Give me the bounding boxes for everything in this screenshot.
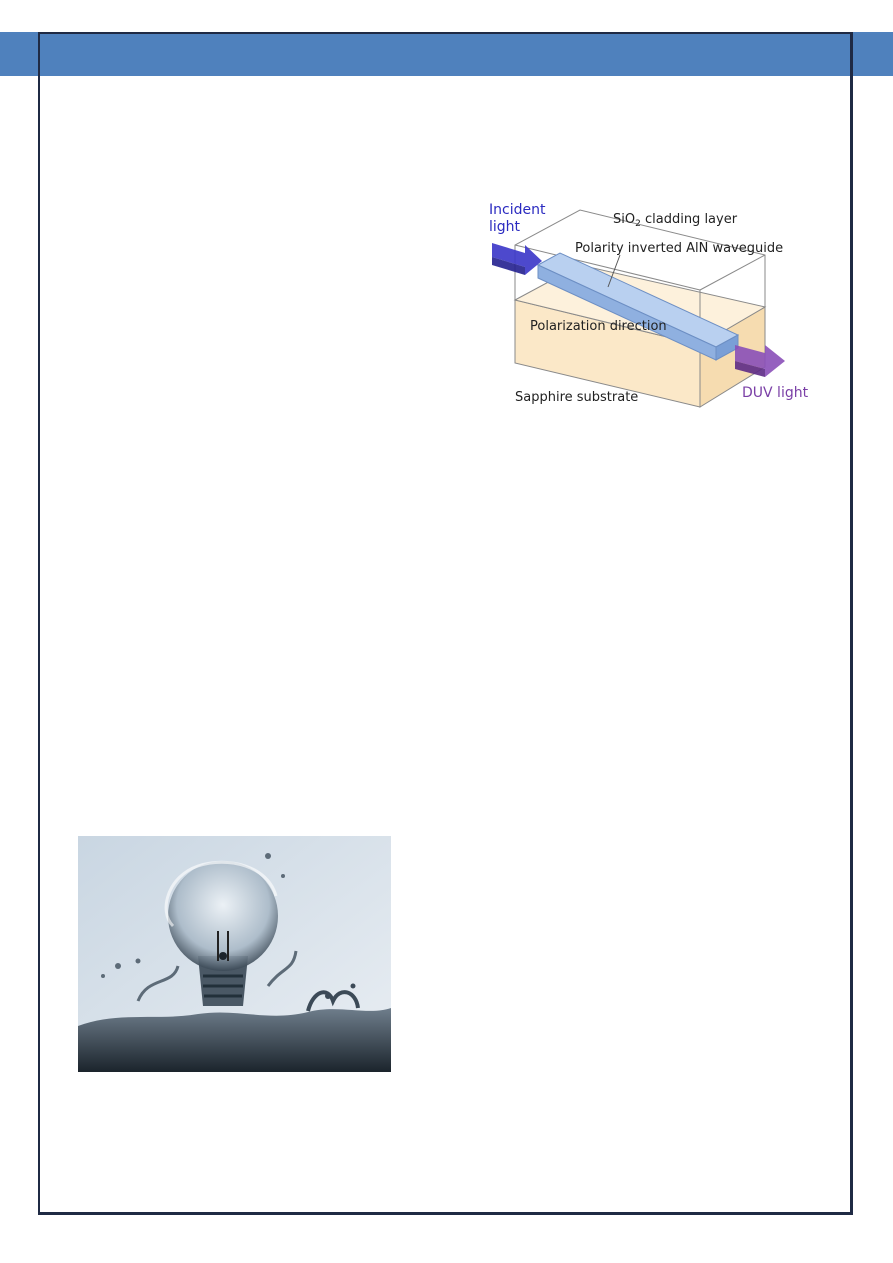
- waveguide-label: Polarity inverted AlN waveguide: [575, 241, 784, 256]
- waveguide-diagram: [480, 195, 820, 420]
- incident-label-line2: light: [489, 219, 521, 235]
- output-label: DUV light: [742, 385, 809, 401]
- polarization-label: Polarization direction: [530, 319, 667, 334]
- cladding-label: SiO$_2$ cladding layer: [613, 212, 738, 229]
- water-splash-light-bulb-photo: [78, 836, 391, 1072]
- incident-label-line1: Incident: [489, 202, 546, 218]
- substrate-label: Sapphire substrate: [515, 390, 639, 405]
